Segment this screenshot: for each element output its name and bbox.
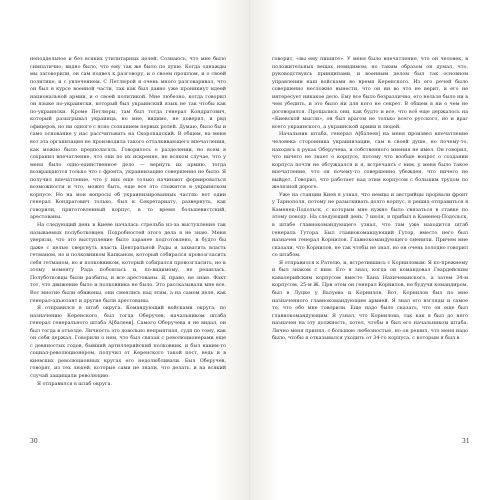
paragraph: Я отправился к Рателю, и, встретившись с Корниловым. Я по-прежнему и был знаком с ним. Его я знал, когда он командовал Гвардейским кавалерийским корпусом вместо Хана Нахичеванского, а затем 34-м корпусом, 25-м Ж. При этом он генерал Корнилов, не будучи командиром, был в Луцке у Валуева и Корнилов. Вот, Корнилов был по мне назначенного главнокомандующим армией. Я знал его взгляды и самое то, что обо мне говорили. Еще надо было сказать, что он еще был главнокомандующим. Я узнал, что Корнилова, так как я был до него назначен на эту должность, хотел, чтобы я был его начальником штаба. Лично меня принял, с большою любезностью, но он решил, что меня надо было, чтобы я отказывался уходить от 34-го корпуса, с которым я был в	[272, 259, 468, 342]
paragraph: Уже на станции Киев я узнал, что немцы и австрийцы прорвали фронт у Тарнополя, потому не разыскивать долго корпус, я решил отправиться в Каменец-Подольск, с которым мне нужно было связаться в ставке по этому поводу. На следующий день, 7 июля, я прибыл в Каменец-Подольск, в штабе главнокомандующего узнал, что там уже находится штаб генерала Гутора. Был главнокомандующий Гутор, вместо него был назначен генерал Корнилов. Главнокомандующего сменили. Причем мне сказали, что Корнилов, не так чтобы не знал, но он очень холодно говорил со штабом.	[272, 191, 468, 259]
paragraph: Я отправился в штаб округа.	[37, 380, 112, 387]
paragraph: На следующий день в Киеве началась стрельба из-за выступления так называемых полуботковцев. Подробностей этого дела я не знаю. Меня уверяли, что это выступление было заранее подготовлено, и будто бы даже с целью свергнуть власть Центральной Рады и захватить власть гетманом, но и полковником Капканом, который собирался провозгласить себя гетманом, но и полковником, который собирался провозгласить, но к этому моменту Рада побоялась и, по-видимому, не решилась. Полуботковцы были разбиты, и все арестованы. Я, право, не знаю. Факт тот, что движение было и полковника не было. Это рассказывали мне все. Вот многие были обижены, они смеялись над этим, а на самом деле, как генерал-адъютант и другие были арестованы.	[30, 222, 226, 304]
paragraph: Начальник штаба, генерал А[балеев] на меня произвел впечатление человека сторонника украинизации, сам в своей душе, но почему-то, находясь в руках Оберучева, и собственного мнения не имел. Он говорил, что ничего не знает о корпусе, потому что вообще вопрос о создании корпуса почти не обсуждался и я, встречаясь с ним, у меня было такое впечатление, что он почему-то совершенно убежден, что ничего не выйдет. Говорил, что работает над этим корпусом с большим трудом по железной дороге.	[272, 131, 468, 191]
right-page	[250, 0, 500, 500]
right-page-number: 31	[462, 438, 470, 445]
paragraph: неподдельное и без всяких утилитарных целей. Сознаюсь, что мне было симпатично; видно было, что ему так же было по душе. Когда однажды мы заговорили, он сам подвел к разговору, и о своем прошлом, и о своей политике, и с увлечением. С Петлюрой я очень много разговаривал, что он был в курсе военной части, так как был давно уже проникнут идеей национальной армии, и о своей политикой. Мне любезно, когда говорил он языке по-украински, который был украинский язык не так чтобы как по-украински. Кроме Петлюры, там был тогда генерал Кондратович, который разыгрывал украинца, но мне, видимо, не доверял, и ряд офицеров, но ни одного с ясно сознанием первых ролей. Думаю, было бы и само основание у нас рассчитывать на Скоропадский. В общем, на меня вот эта организация не производила такого отталкивающего впечатления, как можно было предполагать. Говорилось о разделении, но всем я сохранил впечатление, что они по их искренне, не всяком случае, что у меня было одно-единственное дело — вернуть их армию, тогда возвращаются только что с фронта, украинизацию совершенно не было. Я получил впечатление, что у них еще только начинают формироваться возможности и что, может быть, еще все это сложится в украинском корпусе. Но на мои вопросы об украинизированных частях: вот один генерал Кондратович только, был к Секретариату, развернуть, как говорили, приготовленный корпус, в то время большевистский, арестованы.	[30, 56, 226, 221]
left-page-number: 30	[30, 438, 38, 445]
paragraph: Я отправился в штаб округа. Командующий войсками округа, по назначению Керенского, был тогда Оберучев, начальником штаба генерал генерального штаба А[балеев]. Самого Оберучева я не видал, он был тогда в отъезде. Личность это довольно неприятная, судя по тому, как он себя держал. Говорили о нем, что был связан с революционерами еще с девяностых годов, бывший артиллерийский полковник, и был каким-то социал-революционером, получил от Керенского такой пост, ведь и в киевских революционных кругах его недолюбливали. Был Оберучев, говорят, из тех людей, которые сами не знали, что делать, и на всякий случай защищали революцию.	[30, 305, 226, 379]
left-page-text	[30, 56, 226, 388]
paragraph: говорит, «вы ему пишите». У меня было впечатление, что он человек, в положительных вещах невидимом, но таким образом он думал, что, руководствуясь принципами, и военным делом был так основном управлении наш войсками во время Керенского. Из его речей было совершенно несложно вынести, что он ни во что не верит, и его не интересует никакое дело. Ему все было безразлично, его нельзя было ни в чем убедить, и это было ни для кого не секрет. В общем я ни о чем не договорился. Прощались они, как будто и все, что всё еще держалось на «Киевской мысли», он был врагом не только всего русского, но и враг всего украинского, а украинской армии и людей.	[272, 56, 468, 130]
right-page-text	[272, 56, 468, 343]
